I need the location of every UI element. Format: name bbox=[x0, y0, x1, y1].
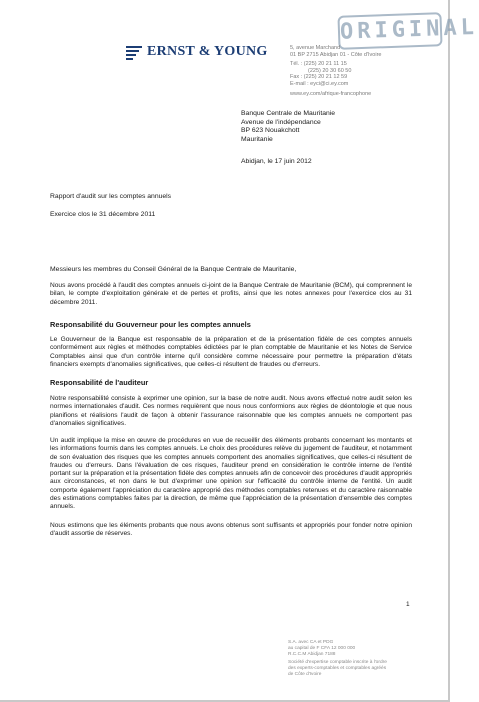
footer-line: S.A. avec CA et PDG bbox=[288, 640, 334, 645]
footer-line: au capital de F CFA 12 000 000 bbox=[288, 645, 356, 651]
governor-responsibility-paragraph: Le Gouverneur de la Banque est responsable de la préparation et de la présentation fidèle de ces comptes annuels conformément aux règles et méthodes comptables édictées par le plan comptable de Mauritanie et les Notes de Service Comptables ainsi que d'un contrôle interne qu'il considère comme nécessaire pour permettre la préparation d'états financiers exempts d'anomalies significatives, que celles-ci résultent de fraudes ou d'erreurs. bbox=[50, 336, 412, 368]
firm-address-line: www.ey.com/afrique-francophone bbox=[290, 90, 372, 97]
fiscal-year: Exercice clos le 31 décembre 2011 bbox=[50, 211, 156, 218]
firm-address bbox=[290, 45, 440, 97]
auditor-responsibility-paragraph-1: Notre responsabilité consiste à exprimer une opinion, sur la base de notre audit. Nous avons effectué notre audit selon les normes internationales d'audit. Ces normes requièrent que nous nous conformions aux règles de déontologie et que nous planifions et réalisions l'audit de façon à obtenir l'assurance raisonnable que les comptes annuels ne comportent pas d'anomalies significatives. bbox=[50, 395, 412, 427]
recipient-line: Avenue de l'indépendance bbox=[241, 118, 321, 126]
footer-line: des experts-comptables et comptables agréés bbox=[288, 666, 387, 672]
firm-address-line: 01 BP 2715 Abidjan 01 - Côte d'Ivoire bbox=[290, 51, 382, 58]
letter-date: Abidjan, le 17 juin 2012 bbox=[241, 158, 312, 165]
salutation: Messieurs les membres du Conseil Général de la Banque Centrale de Mauritanie, bbox=[50, 266, 297, 273]
firm-address-line: E-mail : eyci@ci.ey.com bbox=[290, 80, 349, 87]
original-stamp: ORIGINAL bbox=[337, 12, 442, 50]
recipient-address bbox=[241, 110, 335, 144]
firm-address-line: 5, avenue Marchand bbox=[290, 45, 341, 51]
logo-text: ERNST & YOUNG bbox=[147, 44, 268, 59]
firm-address-line: Tél. : (225) 20 21 11 15 bbox=[290, 61, 347, 68]
auditor-responsibility-heading: Responsabilité de l'auditeur bbox=[50, 378, 149, 387]
legal-footer bbox=[288, 640, 398, 678]
recipient-line: Mauritanie bbox=[241, 135, 273, 143]
intro-paragraph: Nous avons procédé à l'audit des comptes annuels ci-joint de la Banque Centrale de Mauritanie (BCM), qui comprennent le bilan, le compte d'exploitation générale et de pertes et profits, ainsi que les notes annexes pour l'exercice clos au 31 décembre 2011. bbox=[50, 282, 412, 306]
page-number: 1 bbox=[406, 601, 410, 608]
auditor-responsibility-paragraph-3: Nous estimons que les éléments probants que nous avons obtenus sont suffisants et appropriés pour fonder notre opinion d'audit assortie de réserves. bbox=[50, 522, 412, 538]
ernst-young-logo bbox=[126, 44, 268, 60]
recipient-line: BP 623 Nouakchott bbox=[241, 127, 300, 135]
auditor-responsibility-paragraph-2: Un audit implique la mise en œuvre de procédures en vue de recueillir des éléments probants concernant les montants et les informations fournis dans les comptes annuels. Le choix des procédures relève du jugement de l'auditeur, et notamment de son évaluation des risques que les comptes annuels comportent des anomalies significatives, que celles-ci résultent de fraudes ou d'erreurs. Dans l'évaluation de ces risques, l'auditeur prend en considération le contrôle interne de l'entité portant sur la préparation et la présentation fidèle des comptes annuels afin de concevoir des procédures d'audit appropriés aux circonstances, et non dans le but d'exprimer une opinion sur l'efficacité du contrôle interne de l'entité. Un audit comporte également l'appréciation du caractère approprié des méthodes comptables retenues et du caractère raisonnable des estimations comptables faites par la direction, de même que l'appréciation de la présentation d'ensemble des comptes annuels. bbox=[50, 437, 412, 511]
governor-responsibility-heading: Responsabilité du Gouverneur pour les comptes annuels bbox=[50, 320, 251, 329]
recipient-line: Banque Centrale de Mauritanie bbox=[241, 110, 336, 117]
firm-address-line: Fax : (225) 20 21 12 59 bbox=[290, 74, 348, 81]
logo-mark-icon bbox=[126, 45, 142, 59]
footer-line: de Côte d'Ivoire bbox=[288, 671, 322, 677]
firm-address-line: (225) 20 30 60 50 bbox=[308, 67, 352, 74]
footer-line: Société d'expertise comptable inscrite à l'ordre bbox=[288, 660, 387, 666]
footer-line: R.C.C.M Abidjan 7188 bbox=[288, 651, 336, 657]
report-title: Rapport d'audit sur les comptes annuels bbox=[50, 193, 172, 200]
